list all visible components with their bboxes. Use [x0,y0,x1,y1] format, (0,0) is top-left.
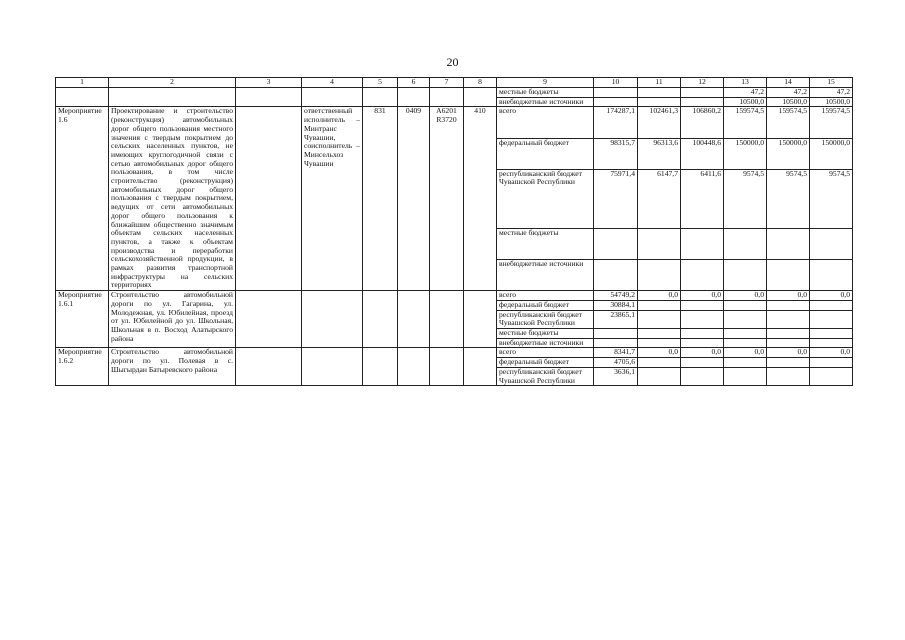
header-cell: 15 [810,78,853,88]
value-cell [638,228,681,259]
funding-source: всего [497,348,594,358]
value-cell: 0,0 [767,348,810,358]
value-cell [681,88,724,98]
empty-cell [464,88,497,107]
value-cell [810,300,853,310]
rzpr-code [398,291,430,348]
funding-source: федеральный бюджет [497,358,594,368]
csr-code [430,348,464,386]
funding-source: республиканский бюджет Чувашской Республики [497,310,594,328]
value-cell [724,228,767,259]
value-cell [724,328,767,338]
empty-cell [236,291,302,348]
value-cell [681,228,724,259]
value-cell [681,367,724,385]
value-cell: 150000,0 [767,138,810,169]
value-cell: 30884,1 [594,300,638,310]
header-cell: 1 [56,78,109,88]
funding-source: всего [497,107,594,138]
value-cell: 9574,5 [724,169,767,228]
value-cell [810,228,853,259]
value-cell [681,338,724,348]
value-cell: 106860,2 [681,107,724,138]
funding-source: местные бюджеты [497,328,594,338]
value-cell: 6147,7 [638,169,681,228]
value-cell: 9574,5 [810,169,853,228]
value-cell: 0,0 [638,291,681,301]
value-cell [594,88,638,98]
value-cell: 47,2 [724,88,767,98]
value-cell [638,310,681,328]
value-cell [767,310,810,328]
value-cell [638,328,681,338]
executor-cell [302,348,363,386]
funding-source: местные бюджеты [497,88,594,98]
value-cell: 0,0 [681,348,724,358]
vr-code [464,291,497,348]
value-cell [594,338,638,348]
value-cell [810,367,853,385]
value-cell: 6411,6 [681,169,724,228]
value-cell: 159574,5 [767,107,810,138]
header-cell: 11 [638,78,681,88]
value-cell [810,358,853,368]
value-cell: 4705,6 [594,358,638,368]
value-cell: 150000,0 [724,138,767,169]
value-cell: 9574,5 [767,169,810,228]
executor-cell [302,291,363,348]
value-cell: 0,0 [638,348,681,358]
value-cell [638,88,681,98]
table-body [56,78,853,386]
funding-source: республиканский бюджет Чувашской Республики [497,169,594,228]
value-cell [724,259,767,290]
value-cell [681,97,724,107]
value-cell [681,328,724,338]
value-cell [724,300,767,310]
activity-name: Строительство автомобильной дороги по ул. Гагарина, ул. Молодежная, ул. Юбилейная, проезд от ул. Юбилейной до ул. Школьная, Школьная в п. Восход Алатырского района [109,291,236,348]
value-cell [724,367,767,385]
table-row [56,107,853,138]
value-cell: 75971,4 [594,169,638,228]
value-cell [810,328,853,338]
header-cell: 2 [109,78,236,88]
header-row [56,78,853,88]
funding-source: всего [497,291,594,301]
empty-cell [236,88,302,107]
empty-cell [398,88,430,107]
rzpr-code: 0409 [398,107,430,291]
activity-code: Мероприятие 1.6.1 [56,291,109,348]
value-cell [810,338,853,348]
activity-name: Строительство автомобильной дороги по ул. Полевая в с. Шыгырдан Батыревского района [109,348,236,386]
value-cell: 159574,5 [810,107,853,138]
empty-cell [302,88,363,107]
value-cell: 10500,0 [767,97,810,107]
header-cell: 10 [594,78,638,88]
value-cell: 159574,5 [724,107,767,138]
value-cell [724,358,767,368]
rzpr-code [398,348,430,386]
value-cell [767,259,810,290]
header-cell: 12 [681,78,724,88]
value-cell: 23865,1 [594,310,638,328]
value-cell [638,300,681,310]
header-cell: 7 [430,78,464,88]
value-cell: 98315,7 [594,138,638,169]
value-cell [681,310,724,328]
table-row [56,88,853,98]
activity-name: Проектирование и строительство (реконструкция) автомобильных дорог общего пользования местного значения с твердым покрытием до сельских населенных пунктов, не имеющих круглогодичной связи с сетью автомобильных дорог общего пользования, в том числе строительство (реконструкция) автомобильных дорог общего пользования с твердым покрытием, ведущих от сети автомобильных дорог общего пользования к ближайшим общественно значимым объектам сельских населенных пунктов, а также к объектам производства и переработки сельскохозяйственной продукции, в рамках развития транспортной инфраструктуры на сельских территориях [109,107,236,291]
value-cell [767,328,810,338]
header-cell: 14 [767,78,810,88]
funding-source: федеральный бюджет [497,300,594,310]
grbs-code: 831 [363,107,398,291]
empty-cell [56,88,109,107]
value-cell: 47,2 [767,88,810,98]
header-cell: 4 [302,78,363,88]
value-cell: 8341,7 [594,348,638,358]
value-cell [594,97,638,107]
vr-code [464,348,497,386]
value-cell: 0,0 [681,291,724,301]
table-row [56,348,853,358]
value-cell [810,259,853,290]
funding-source: внебюджетные источники [497,338,594,348]
funding-source: федеральный бюджет [497,138,594,169]
grbs-code [363,291,398,348]
csr-code: А6201 R3720 [430,107,464,291]
value-cell [724,310,767,328]
value-cell [594,228,638,259]
value-cell [638,259,681,290]
value-cell: 96313,6 [638,138,681,169]
value-cell [638,97,681,107]
table-row [56,291,853,301]
executor-cell: ответственный исполнитель – Минтранс Чувашии, соисполнитель – Минсельхоз Чувашии [302,107,363,291]
empty-cell [109,88,236,107]
page-number: 20 [446,55,459,69]
empty-cell [430,88,464,107]
value-cell [767,228,810,259]
empty-cell [236,348,302,386]
value-cell [594,328,638,338]
value-cell: 10500,0 [810,97,853,107]
value-cell [810,310,853,328]
value-cell: 0,0 [810,291,853,301]
value-cell [594,259,638,290]
value-cell: 0,0 [724,291,767,301]
activity-code: Мероприятие 1.6 [56,107,109,291]
empty-cell [363,88,398,107]
value-cell [767,367,810,385]
header-cell: 6 [398,78,430,88]
value-cell [638,338,681,348]
value-cell [681,300,724,310]
budget-table [55,77,853,386]
value-cell: 0,0 [810,348,853,358]
value-cell: 54749,2 [594,291,638,301]
value-cell: 0,0 [724,348,767,358]
value-cell [681,358,724,368]
value-cell [638,358,681,368]
value-cell: 3636,1 [594,367,638,385]
value-cell [767,300,810,310]
value-cell: 47,2 [810,88,853,98]
header-cell: 3 [236,78,302,88]
value-cell: 150000,0 [810,138,853,169]
value-cell [767,338,810,348]
vr-code: 410 [464,107,497,291]
csr-code [430,291,464,348]
header-cell: 8 [464,78,497,88]
activity-code: Мероприятие 1.6.2 [56,348,109,386]
funding-source: местные бюджеты [497,228,594,259]
value-cell [638,367,681,385]
grbs-code [363,348,398,386]
value-cell [681,259,724,290]
value-cell: 100448,6 [681,138,724,169]
funding-source: внебюджетные источники [497,259,594,290]
value-cell: 174287,1 [594,107,638,138]
value-cell [724,338,767,348]
value-cell: 10500,0 [724,97,767,107]
funding-source: республиканский бюджет Чувашской Республики [497,367,594,385]
header-cell: 9 [497,78,594,88]
value-cell: 0,0 [767,291,810,301]
value-cell [767,358,810,368]
empty-cell [236,107,302,291]
header-cell: 13 [724,78,767,88]
funding-source: внебюджетные источники [497,97,594,107]
value-cell: 102461,3 [638,107,681,138]
header-cell: 5 [363,78,398,88]
